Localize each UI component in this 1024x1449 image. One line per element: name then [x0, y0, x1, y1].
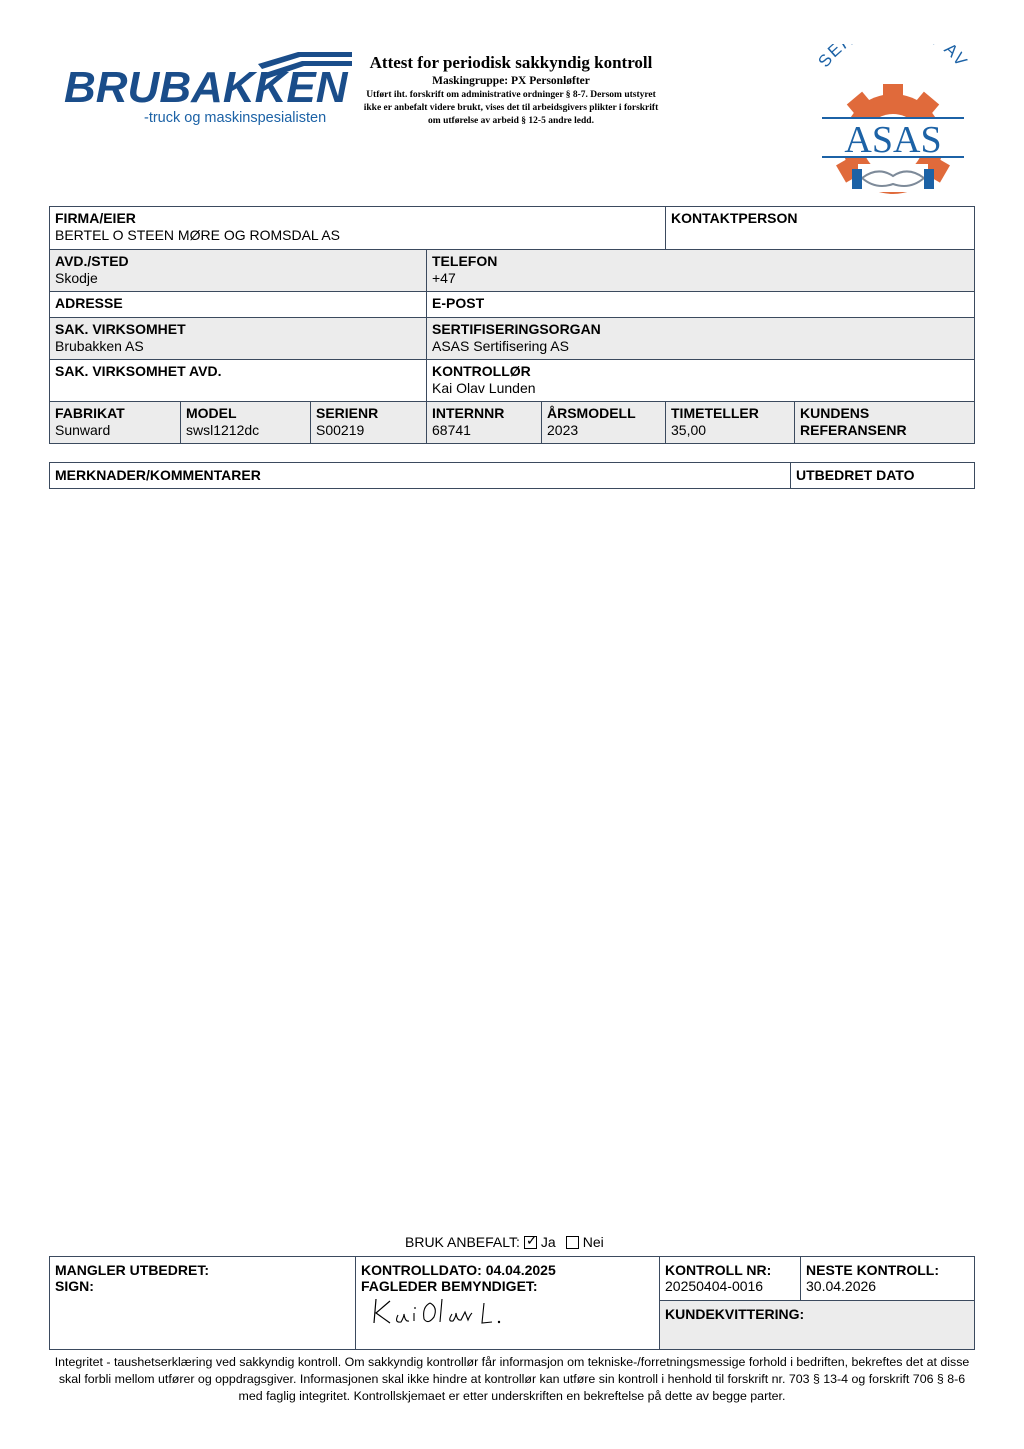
firma-value: BERTEL O STEEN MØRE OG ROMSDAL AS	[55, 226, 340, 243]
arsmodell-label: ÅRSMODELL	[547, 405, 636, 421]
bruk-label: BRUK ANBEFALT:	[405, 1234, 520, 1250]
checkmark-icon: ✓	[525, 1231, 538, 1248]
row-firma	[50, 207, 974, 249]
brubakken-logo	[62, 50, 352, 134]
row-machine	[50, 401, 974, 443]
kontrollor-cell	[426, 360, 974, 401]
timeteller-label: TIMETELLER	[671, 405, 759, 421]
sak-value: Brubakken AS	[55, 337, 144, 354]
mangler-label: MANGLER UTBEDRET:	[55, 1262, 209, 1278]
kontrollnr-label: KONTROLL NR:	[665, 1262, 772, 1278]
kundekvittering-label: KUNDEKVITTERING:	[660, 1301, 974, 1349]
kundens-label: KUNDENS	[800, 405, 870, 421]
ja-label: Ja	[540, 1234, 556, 1250]
kontrollnr-value: 20250404-0016	[665, 1278, 764, 1294]
firma-cell	[50, 207, 665, 249]
fagleder-label: FAGLEDER BEMYNDIGET:	[361, 1278, 538, 1294]
kontroll-info-cell	[659, 1257, 974, 1349]
row-avd	[50, 249, 974, 291]
ja-checkbox[interactable]	[524, 1231, 538, 1249]
asas-seal-icon	[812, 44, 974, 200]
info-table	[49, 206, 975, 444]
internnr-cell	[426, 402, 541, 443]
epost-label: E-POST	[432, 295, 485, 311]
handwritten-signature	[368, 1293, 518, 1333]
serienr-value: S00219	[316, 421, 365, 438]
internnr-label: INTERNNR	[432, 405, 505, 421]
mangler-cell	[50, 1257, 355, 1349]
row-adresse	[50, 291, 974, 317]
firma-label: FIRMA/EIER	[55, 210, 136, 226]
bruk-anbefalt	[405, 1231, 604, 1250]
adresse-cell	[50, 292, 426, 317]
fabrikat-value: Sunward	[55, 421, 111, 438]
nei-checkbox[interactable]	[566, 1236, 579, 1249]
model-label: MODEL	[186, 405, 237, 421]
fabrikat-cell	[50, 402, 180, 443]
nei-label: Nei	[582, 1234, 604, 1250]
remarks-table	[49, 462, 975, 489]
asas-arc-text: SE AV	[814, 44, 972, 71]
referansenr-label: REFERANSENR	[800, 421, 907, 438]
sakavd-label: SAK. VIRKSOMHET AVD.	[55, 363, 222, 379]
signature-table	[49, 1256, 975, 1350]
regulation-note: Utført iht. forskrift om administrative ordninger § 8-7. Dersom utstyret ikke er anbefalt videre brukt, vises det til arbeidsgivers plikter i forskrift om utførelse av arbeid § 12-5 andre ledd.	[363, 90, 659, 126]
kontakt-cell	[665, 207, 974, 249]
document-title: Attest for periodisk sakkyndig kontroll	[369, 53, 653, 72]
brand-wordmark: BRUBAKKEN	[64, 63, 348, 112]
avd-label: AVD./STED	[55, 253, 129, 269]
telefon-cell	[426, 250, 974, 291]
sert-label: SERTIFISERINGSORGAN	[432, 321, 601, 337]
neste-value: 30.04.2026	[806, 1278, 877, 1294]
remarks-label: MERKNADER/KOMMENTARER	[55, 467, 261, 483]
sign-label: SIGN:	[55, 1278, 94, 1294]
kundens-ref-cell	[794, 402, 974, 443]
serienr-cell	[310, 402, 426, 443]
sert-cell	[426, 318, 974, 359]
kontrolldato-cell	[355, 1257, 659, 1349]
kontrolldato-label: KONTROLLDATO: 04.04.2025	[361, 1262, 556, 1278]
brand-tagline: -truck og maskinspesialisten	[144, 110, 327, 126]
avd-value: Skodje	[55, 269, 98, 286]
kontrollor-label: KONTROLLØR	[432, 363, 531, 379]
machine-group: Maskingruppe: PX Personløfter	[432, 75, 590, 87]
timeteller-value: 35,00	[671, 421, 707, 438]
svg-text:SERTIFISERT AV	[814, 44, 971, 71]
telefon-value: +47	[432, 269, 456, 286]
serienr-label: SERIENR	[316, 405, 379, 421]
arsmodell-cell	[541, 402, 665, 443]
integrity-footer: Integritet - taushetserklæring ved sakkyndig kontroll. Om sakkyndig kontrollør får informasjon om tekniske-/forretningsmessige forhold i bedriften, bekreftes det at disse skal forbli mellom utfører og oppdragsgiver. Informasjonen skal ikke hindre at kontrollør kan utføre sin kontroll i henhold til forskrift nr. 703 § 13-4 og forskrift 706 § 8-6 med faglig integritet. Kontrollskjemaet er etter underskriften en bekreftelse på dette av begge parter.	[54, 1355, 970, 1403]
asas-certified-logo	[812, 44, 974, 200]
neste-kontroll-cell	[800, 1257, 974, 1300]
neste-label: NESTE KONTROLL:	[806, 1262, 939, 1278]
timeteller-cell	[665, 402, 794, 443]
fabrikat-label: FABRIKAT	[55, 405, 125, 421]
kontrollor-value: Kai Olav Lunden	[432, 379, 536, 396]
sak-label: SAK. VIRKSOMHET	[55, 321, 186, 337]
arsmodell-value: 2023	[547, 421, 579, 438]
sak-cell	[50, 318, 426, 359]
model-cell	[180, 402, 310, 443]
epost-cell	[426, 292, 974, 317]
adresse-label: ADRESSE	[55, 295, 123, 311]
utbedret-dato-label: UTBEDRET DATO	[790, 463, 974, 488]
internnr-value: 68741	[432, 421, 471, 438]
row-sakavd	[50, 359, 974, 401]
telefon-label: TELEFON	[432, 253, 498, 269]
model-value: swsl1212dc	[186, 421, 260, 438]
avd-cell	[50, 250, 426, 291]
sakavd-cell	[50, 360, 426, 401]
asas-name: ASAS	[844, 119, 942, 161]
sert-value: ASAS Sertifisering AS	[432, 337, 569, 354]
kontakt-label: KONTAKTPERSON	[671, 210, 798, 226]
row-sak	[50, 317, 974, 359]
kontrollnr-cell	[660, 1257, 800, 1300]
document-title-block	[358, 52, 664, 128]
